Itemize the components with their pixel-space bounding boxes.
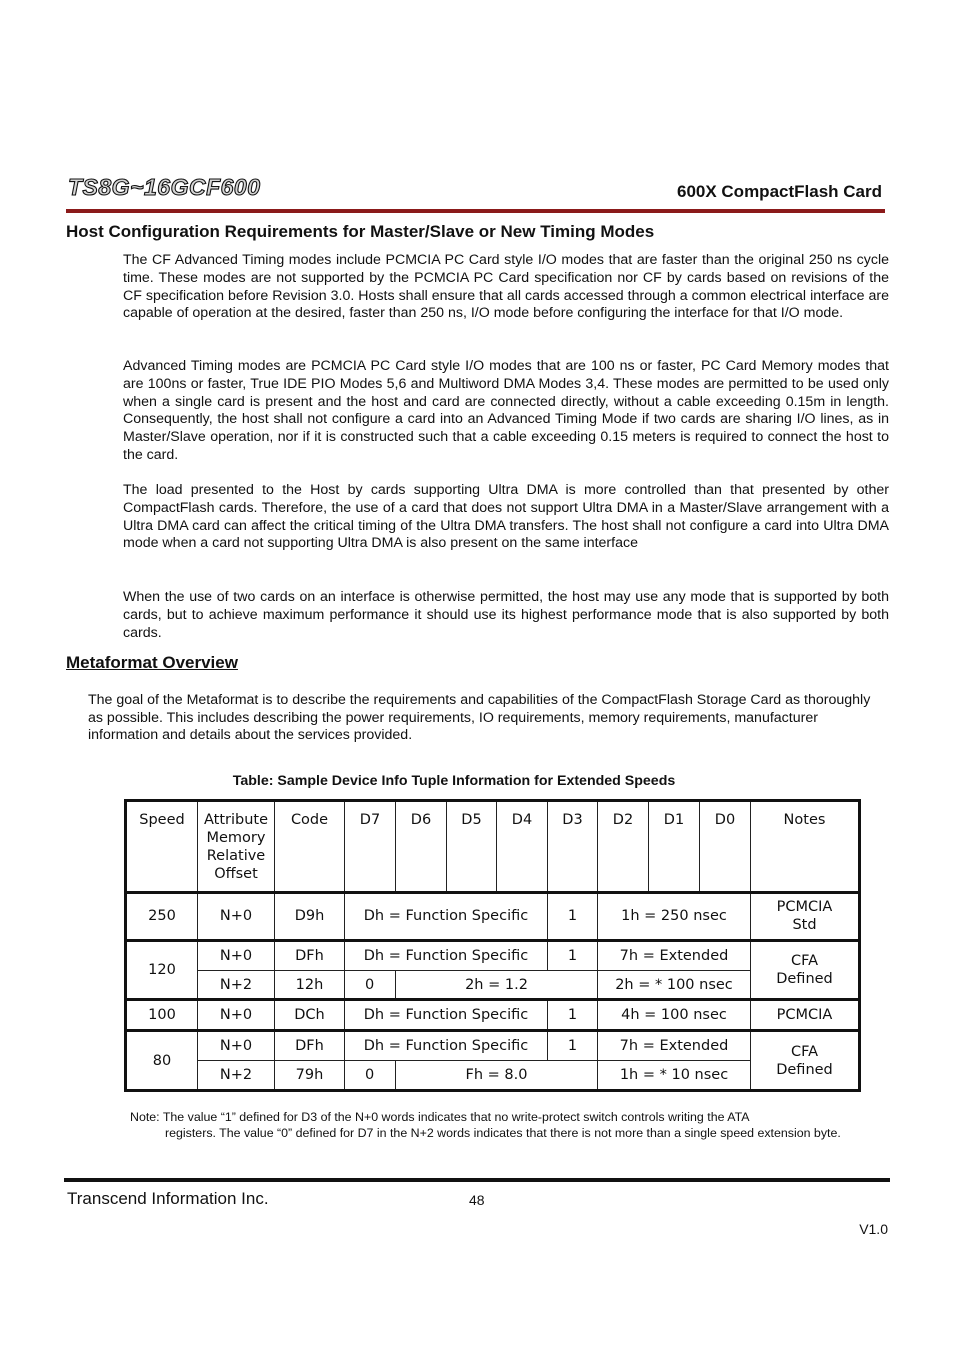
- section-heading-metaformat: Metaformat Overview: [66, 653, 238, 672]
- table-row-100: [126, 1000, 860, 1031]
- cell-offset: N+0: [198, 940, 275, 970]
- paragraph-4: When the use of two cards on an interface is otherwise permitted, the host may use any mode that is supported by both cards, but to achieve maximum performance it should use its highest performance mode that is also supported by both cards.: [123, 589, 889, 641]
- table-row-120-n0: [126, 940, 860, 970]
- header-code: Code: [275, 801, 345, 893]
- cell-d6-d3: Fh = 8.0: [396, 1061, 598, 1091]
- table-row-120-n2: [126, 970, 860, 1000]
- table-row-250: [126, 892, 860, 940]
- header-offset: Attribute Memory Relative Offset: [198, 801, 275, 893]
- table-header-row: [126, 801, 860, 893]
- paragraph-2: Advanced Timing modes are PCMCIA PC Card style I/O modes that are 100 ns or faster, PC Card Memory modes that are 100ns or faster, True IDE PIO Modes 5,6 and Multiword DMA Modes 3,4. These modes are permitted to be used only when a single card is present and the host and card are connected directly, without a cable exceeding 0.15m in length. Consequently, the host shall not configure a card into an Advanced Timing Mode if two cards are sharing I/O lines, as in Master/Slave operation, nor if it is constructed such that a cable exceeding 0.15 meters is required to connect the host to the card.: [123, 358, 889, 463]
- cell-d2-d0: 1h = 250 nsec: [598, 892, 751, 940]
- cell-d7: 0: [345, 1061, 396, 1091]
- cell-d2-d0: 2h = * 100 nsec: [598, 970, 751, 1000]
- paragraph-1: The CF Advanced Timing modes include PCMCIA PC Card style I/O modes that are faster than the original 250 ns cycle time. These modes are not supported by the PCMCIA PC Card specification nor CF by cards based on revisions of the CF specification before Revision 3.0. Hosts shall ensure that all cards accessed through a common electrical interface are capable of operation at the desired, faster than 250 ns, I/O mode before configuring the interface for that I/O mode.: [123, 252, 889, 322]
- cell-d3: 1: [548, 1031, 598, 1061]
- metaformat-paragraph: The goal of the Metaformat is to describe the requirements and capabilities of the CompactFlash Storage Card as thoroughly as possible. This includes describing the power requirements, IO requirements, memory requirements, manufacturer information and details about the services provided.: [88, 692, 871, 744]
- cell-d6-d4: Dh = Function Specific: [345, 940, 548, 970]
- table-caption: Table: Sample Device Info Tuple Information for Extended Speeds: [232, 773, 676, 789]
- table-row-80-n0: [126, 1031, 860, 1061]
- header-d3: D3: [548, 801, 598, 893]
- cell-d3: 1: [548, 1000, 598, 1031]
- header-d6: D6: [396, 801, 447, 893]
- header-d4: D4: [497, 801, 548, 893]
- cell-speed: 250: [126, 892, 198, 940]
- cell-d6-d4: Dh = Function Specific: [345, 892, 548, 940]
- cell-d2-d0: 4h = 100 nsec: [598, 1000, 751, 1031]
- cell-speed: 80: [126, 1031, 198, 1091]
- cell-d2-d0: 1h = * 10 nsec: [598, 1061, 751, 1091]
- cell-d6-d3: 2h = 1.2: [396, 970, 598, 1000]
- note-first-line: The value “1” defined for D3 of the N+0 words indicates that no write-protect switch controls writing the ATA: [162, 1110, 750, 1124]
- note-continuation: registers. The value “0” defined for D7 in the N+2 words indicates that there is not more than a single speed extension byte.: [165, 1126, 841, 1140]
- header-d5: D5: [447, 801, 497, 893]
- cell-code: 12h: [275, 970, 345, 1000]
- cell-offset: N+0: [198, 892, 275, 940]
- header-notes: Notes: [751, 801, 860, 893]
- cell-code: 79h: [275, 1061, 345, 1091]
- cell-d6-d4: Dh = Function Specific: [345, 1000, 548, 1031]
- header-speed: Speed: [126, 801, 198, 893]
- table-note: [130, 1109, 850, 1141]
- cell-d3: 1: [548, 892, 598, 940]
- cell-offset: N+2: [198, 1061, 275, 1091]
- cell-notes: PCMCIA: [751, 1000, 860, 1031]
- page-number: 48: [469, 1192, 485, 1208]
- table-row-80-n2: [126, 1061, 860, 1091]
- footer-rule: [64, 1178, 890, 1182]
- device-info-tuple-table: [124, 799, 861, 1092]
- header-d2: D2: [598, 801, 649, 893]
- brand-title: TS8G~16GCF600: [68, 174, 261, 200]
- header-d0: D0: [700, 801, 751, 893]
- footer-company: Transcend Information Inc.: [67, 1189, 269, 1208]
- cell-offset: N+0: [198, 1000, 275, 1031]
- cell-d2-d0: 7h = Extended: [598, 940, 751, 970]
- cell-speed: 100: [126, 1000, 198, 1031]
- header-d1: D1: [649, 801, 700, 893]
- cell-offset: N+2: [198, 970, 275, 1000]
- cell-notes: CFA Defined: [751, 1031, 860, 1091]
- cell-code: D9h: [275, 892, 345, 940]
- cell-code: DCh: [275, 1000, 345, 1031]
- document-version: V1.0: [859, 1221, 888, 1237]
- cell-d3: 1: [548, 940, 598, 970]
- cell-d7: 0: [345, 970, 396, 1000]
- header-rule: [66, 209, 885, 213]
- cell-offset: N+0: [198, 1031, 275, 1061]
- note-label: Note:: [130, 1110, 160, 1124]
- cell-notes: PCMCIA Std: [751, 892, 860, 940]
- cell-speed: 120: [126, 940, 198, 1000]
- cell-notes: CFA Defined: [751, 940, 860, 1000]
- cell-code: DFh: [275, 1031, 345, 1061]
- cell-d6-d4: Dh = Function Specific: [345, 1031, 548, 1061]
- cell-code: DFh: [275, 940, 345, 970]
- product-name: 600X CompactFlash Card: [676, 182, 882, 201]
- header-d7: D7: [345, 801, 396, 893]
- cell-d2-d0: 7h = Extended: [598, 1031, 751, 1061]
- paragraph-3: The load presented to the Host by cards supporting Ultra DMA is more controlled than that presented by other CompactFlash cards. Therefore, the use of a card that does not support Ultra DMA in a Master/Slave arrangement with a Ultra DMA card can affect the critical timing of the Ultra DMA transfers. The host shall not configure a card into Ultra DMA mode when a card not supporting Ultra DMA is also present on the same interface: [123, 482, 889, 552]
- section-heading-host-config: Host Configuration Requirements for Master/Slave or New Timing Modes: [66, 222, 655, 241]
